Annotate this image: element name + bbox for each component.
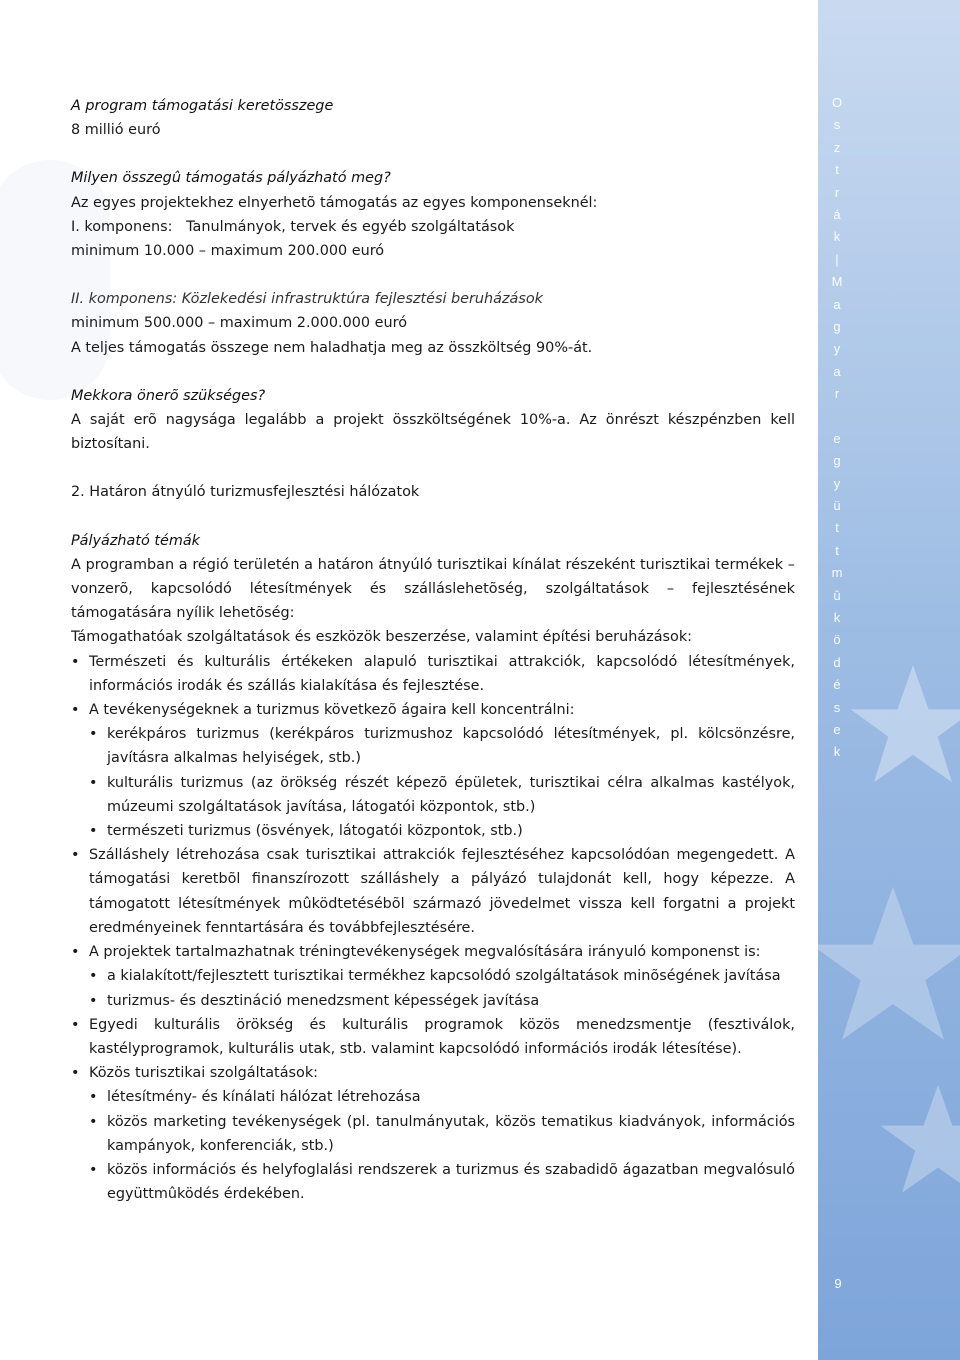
bullet-list (71, 650, 795, 1207)
section-heading: Mekkora önerõ szükséges? (71, 387, 266, 404)
list-item: • természeti turizmus (ösvények, látogatói központok, stb.) (71, 819, 795, 843)
section-heading: Milyen összegû támogatás pályázható meg? (71, 170, 391, 187)
paragraph: A teljes támogatás összege nem haladhatja meg az összköltség 90%-át. (71, 339, 593, 356)
list-item: • A projektek tartalmazhatnak tréningtevékenységek megvalósítására irányuló komponenst is: (71, 940, 795, 964)
paragraph: minimum 10.000 – maximum 200.000 euró (71, 243, 385, 260)
page-number: 9 (834, 1276, 842, 1291)
budget-value: 8 millió euró (71, 122, 161, 139)
list-item: • kulturális turizmus (az örökség részét képezõ épületek, turisztikai célra alkalmas kastélyok, múzeumi szolgáltatások javítása, látogatói központok, stb.) (71, 771, 795, 819)
star-icon (818, 880, 960, 1050)
paragraph: A saját erõ nagysága legalább a projekt összköltségének 10%-a. Az önrészt készpénzben kell biztosítani. (71, 412, 795, 453)
list-item: • létesítmény- és kínálati hálózat létrehozása (71, 1085, 795, 1109)
vertical-title: O s z t r á k | M a g y a r e g y ü t t m û k ö d é s e k (831, 95, 843, 760)
section-heading: A program támogatási keretösszege (71, 98, 334, 114)
list-item: • Természeti és kulturális értékeken alapuló turisztikai attrakciók, kapcsolódó létesítmények, információs irodák és szállás kialakítása és fejlesztése. (71, 650, 795, 698)
paragraph: Az egyes projektekhez elnyerhetõ támogatás az egyes komponenseknél: (71, 194, 598, 211)
decorative-sidebar (818, 0, 960, 1360)
section-heading: Pályázható témák (71, 532, 201, 549)
list-item: • Közös turisztikai szolgáltatások: (71, 1061, 795, 1085)
list-item: • kerékpáros turizmus (kerékpáros turizmushoz kapcsolódó létesítmények, pl. kölcsönzésre, javításra alkalmas helyiségek, stb.) (71, 722, 795, 770)
paragraph: Támogathatóak szolgáltatások és eszközök beszerzése, valamint építési beruházások: (71, 629, 693, 646)
list-item: • közös marketing tevékenységek (pl. tanulmányutak, közös tematikus kiadványok, információs kampányok, konferenciák, stb.) (71, 1110, 795, 1158)
document-body (71, 94, 795, 1206)
paragraph: A programban a régió területén a határon átnyúló turisztikai kínálat részeként turisztikai termékek – vonzerõ, kapcsolódó létesítmények és szálláslehetõség, szolgáltatások – fejlesztésének támogatására nyílik lehetõség: (71, 556, 795, 622)
star-icon (878, 1080, 960, 1200)
chapter-title: 2. Határon átnyúló turizmusfejlesztési hálózatok (71, 484, 420, 501)
list-item: • közös információs és helyfoglalási rendszerek a turizmus és szabadidõ ágazatban megvalósuló együttmûködés érdekében. (71, 1158, 795, 1206)
list-item: • Egyedi kulturális örökség és kulturális programok közös menedzsmentje (fesztiválok, kastélyprogramok, kulturális utak, stb. valamint kapcsolódó információs irodák létesítése). (71, 1013, 795, 1061)
paragraph: minimum 500.000 – maximum 2.000.000 euró (71, 315, 407, 332)
list-item: • a kialakított/fejlesztett turisztikai termékhez kapcsolódó szolgáltatások minõségének javítása (71, 964, 795, 988)
star-icon (848, 660, 960, 790)
list-item: • Szálláshely létrehozása csak turisztikai attrakciók fejlesztéséhez kapcsolódóan megengedett. A támogatási keretbõl finanszírozott szálláshely a pályázó tulajdonát kell, hogy képezze. A támogatott létesítmények mûködtetésébõl származó jövedelmet vissza kell forgatni a projekt eredményeinek fenntartására és továbbfejlesztésére. (71, 843, 795, 940)
list-item: • turizmus- és desztináció menedzsment képességek javítása (71, 989, 795, 1013)
paragraph: II. komponens: Közlekedési infrastruktúra fejlesztési beruházások (71, 291, 543, 308)
list-item: • A tevékenységeknek a turizmus következõ ágaira kell koncentrálni: (71, 698, 795, 722)
paragraph: I. komponens: Tanulmányok, tervek és egyéb szolgáltatások (71, 218, 515, 235)
